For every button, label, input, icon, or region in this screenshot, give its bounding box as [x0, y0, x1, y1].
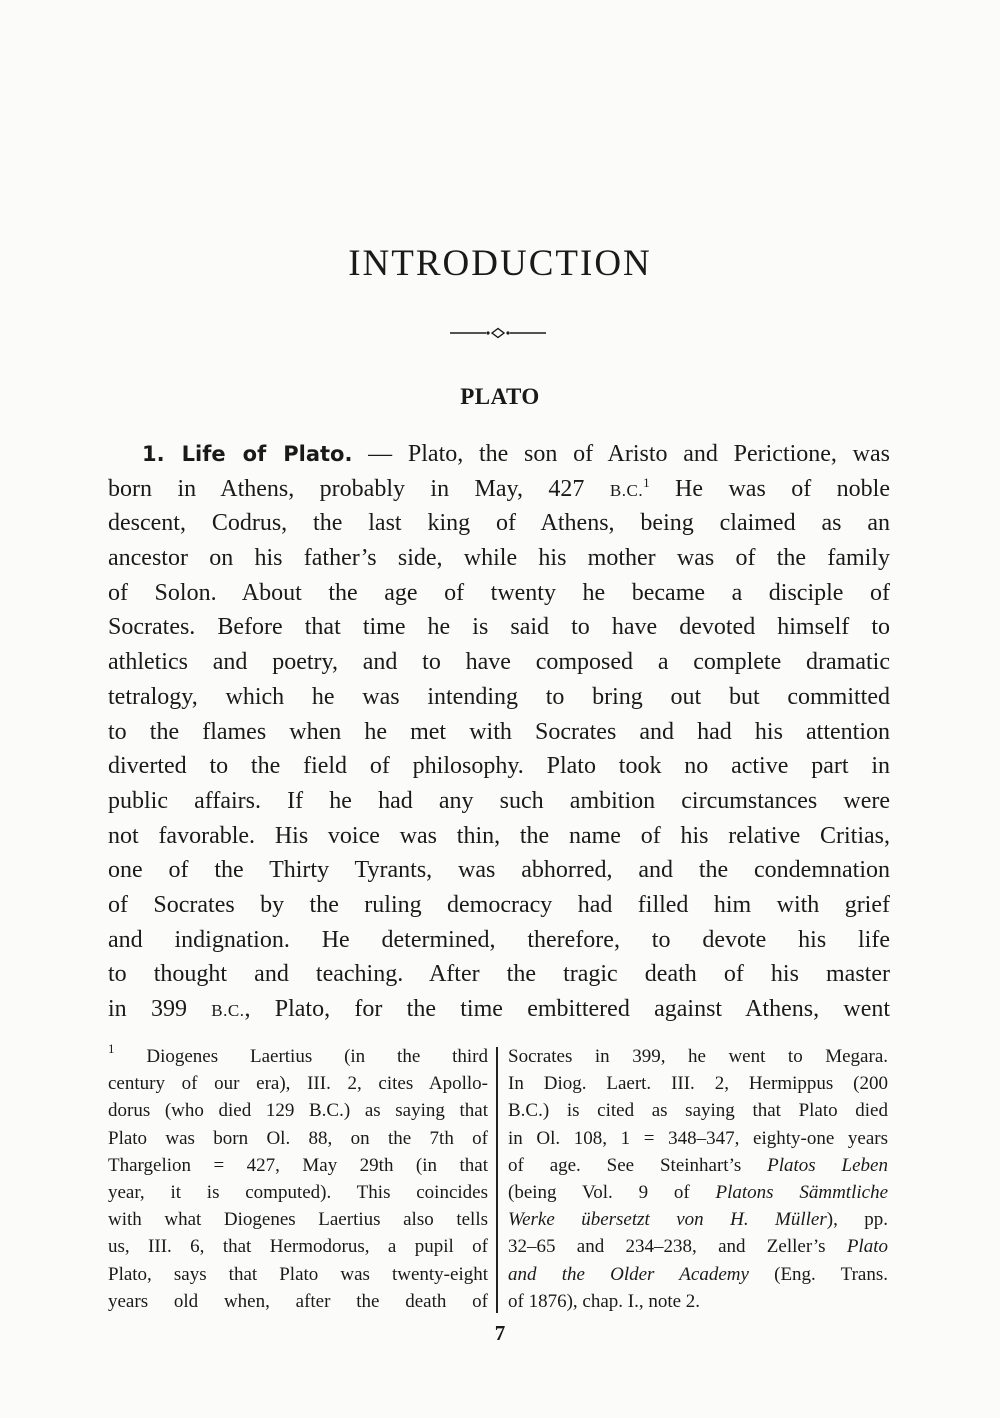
- section-heading: PLATO: [460, 384, 540, 409]
- footnote-line: [508, 1179, 888, 1206]
- footnote-line: [508, 1233, 888, 1260]
- paragraph-line: of Solon. About the age of twenty he became a disciple of: [108, 579, 890, 606]
- paragraph-line: [108, 437, 890, 472]
- paragraph-line: public affairs. If he had any such ambition circumstances were: [108, 787, 890, 814]
- book-title-italic: Platos Leben: [767, 1154, 888, 1176]
- footnote-line: Socrates in 399, he went to Megara.: [508, 1046, 888, 1067]
- paragraph-line: Socrates. Before that time he is said to have devoted himself to: [108, 614, 890, 641]
- footnote-line: [508, 1261, 888, 1288]
- paragraph-line-text: , Plato, for the time embittered against Athens, went: [244, 996, 891, 1022]
- footnote-number: 1: [108, 1041, 115, 1056]
- section-label: 1. Life of Plato.: [142, 442, 353, 466]
- paragraph-line: of Socrates by the ruling democracy had filled him with grief: [108, 891, 890, 918]
- paragraph-line: to thought and teaching. After the tragic death of his master: [108, 961, 890, 988]
- footnote-line: years old when, after the death of: [108, 1290, 488, 1312]
- paragraph-line-text: in 399: [108, 996, 212, 1022]
- column-divider: [496, 1047, 498, 1313]
- era-abbreviation: B.C.: [609, 480, 644, 500]
- paragraph-line: athletics and poetry, and to have composed a complete dramatic: [108, 649, 890, 676]
- paragraph-line: to the flames when he met with Socrates and had his attention: [108, 718, 890, 745]
- ornament-divider-icon: [450, 326, 546, 340]
- era-abbreviation: B.C.: [211, 1001, 245, 1020]
- footnote-left-column: [108, 1043, 488, 1315]
- book-title-italic: Platons Sämmtliche: [715, 1181, 888, 1203]
- footnote-text: (being Vol. 9 of: [508, 1181, 716, 1203]
- footnote-line: Plato was born Ol. 88, on the 7th of: [108, 1127, 488, 1149]
- footnote-right-column: [508, 1043, 888, 1315]
- footnote-marker[interactable]: 1: [643, 474, 650, 490]
- footnote-text: Diogenes Laertius (in the third: [114, 1046, 488, 1067]
- paragraph-line: [108, 472, 890, 507]
- footnote-line: century of our era), III. 2, cites Apollo-: [108, 1073, 488, 1095]
- paragraph-line-text: He was of noble: [649, 475, 890, 502]
- footnote-line: Thargelion = 427, May 29th (in that: [108, 1154, 488, 1176]
- paragraph-line: ancestor on his father’s side, while his mother was of the family: [108, 545, 890, 572]
- footnote-line: [508, 1152, 888, 1179]
- page-number: 7: [494, 1321, 506, 1345]
- footnote-text: (Eng. Trans.: [748, 1263, 888, 1285]
- chapter-title: INTRODUCTION: [348, 243, 652, 284]
- footnote-line: Plato, says that Plato was twenty-eight: [108, 1263, 488, 1285]
- footnote-line: with what Diogenes Laertius also tells: [108, 1209, 488, 1231]
- main-paragraph: [108, 437, 890, 1027]
- footnote-line: us, III. 6, that Hermodorus, a pupil of: [108, 1236, 488, 1258]
- paragraph-line: one of the Thirty Tyrants, was abhorred, and the condemnation: [108, 857, 890, 884]
- footnote-line: B.C.) is cited as saying that Plato died: [508, 1100, 888, 1122]
- paragraph-line: not favorable. His voice was thin, the name of his relative Critias,: [108, 822, 890, 849]
- book-title-italic: Werke übersetzt von H. Müller: [508, 1209, 827, 1231]
- footnote-line: [108, 1043, 488, 1070]
- footnote-line: dorus (who died 129 B.C.) as saying that: [108, 1100, 488, 1122]
- paragraph-line: tetralogy, which he was intending to bring out but committed: [108, 683, 890, 710]
- paragraph-line-text: — Plato, the son of Aristo and Perictione, was: [352, 441, 890, 467]
- book-title-italic: Plato: [846, 1236, 888, 1258]
- footnote-line: [508, 1206, 888, 1233]
- footnote-line: in Ol. 108, 1 = 348–347, eighty-one years: [508, 1127, 888, 1149]
- footnote-text: ), pp.: [826, 1209, 889, 1231]
- paragraph-line: diverted to the field of philosophy. Plato took no active part in: [108, 753, 890, 780]
- paragraph-line: and indignation. He determined, therefore, to devote his life: [108, 926, 890, 953]
- footnote-line: In Diog. Laert. III. 2, Hermippus (200: [508, 1073, 888, 1095]
- footnote-line: of 1876), chap. I., note 2.: [508, 1290, 701, 1312]
- book-title-italic: and the Older Academy: [508, 1263, 749, 1285]
- footnote-text: of age. See Steinhart’s: [508, 1154, 768, 1176]
- footnote-text: 32–65 and 234–238, and Zeller’s: [508, 1236, 847, 1258]
- paragraph-line-text: born in Athens, probably in May, 427: [108, 475, 610, 502]
- footnote-line: year, it is computed). This coincides: [108, 1181, 488, 1203]
- paragraph-line: descent, Codrus, the last king of Athens, being claimed as an: [108, 510, 890, 537]
- paragraph-line: [108, 992, 890, 1027]
